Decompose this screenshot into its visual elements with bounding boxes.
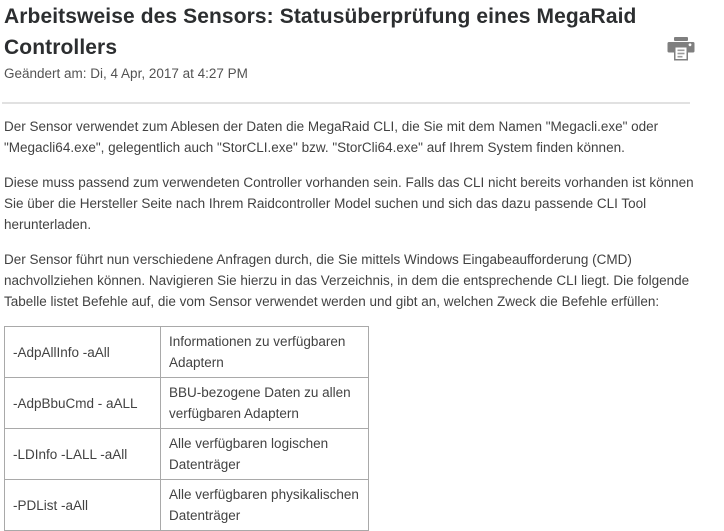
page-title: Arbeitsweise des Sensors: Statusüberprüfung eines MegaRaid Controllers [4, 5, 637, 59]
command-cell: -LDInfo -LALL -aAll [5, 429, 161, 480]
modified-date: Geändert am: Di, 4 Apr, 2017 at 4:27 PM [4, 66, 248, 81]
command-cell: -AdpAllInfo -aAll [5, 327, 161, 378]
paragraph-1: Der Sensor verwendet zum Ablesen der Daten die MegaRaid CLI, die Sie mit dem Namen "Megacli.exe" oder "Megacli64.exe", gelegentlich auch "StorCLI.exe" bzw. "StorCli64.exe" auf Ihrem System finden können. [4, 119, 659, 155]
command-cell: -PDList -aAll [5, 480, 161, 531]
paragraph-2: Diese muss passend zum verwendeten Controller vorhanden sein. Falls das CLI nicht bereits vorhanden ist können Sie über die Hersteller Seite nach Ihrem Raidcontroller Model suchen und sich das dazu passende CLI Tool herunterladen. [4, 175, 694, 232]
header-divider [2, 102, 690, 104]
paragraph-3: Der Sensor führt nun verschiedene Anfragen durch, die Sie mittels Windows Eingabeaufforderung (CMD) nachvollziehen können. Navigieren Sie hierzu in das Verzeichnis, in dem die entsprechende CLI liegt. Die folgende Tabelle listet Befehle auf, die vom Sensor verwendet werden und gibt an, welchen Zweck die Befehle erfüllen: [4, 252, 690, 309]
article-body [4, 116, 724, 531]
description-cell: Alle verfügbaren physikalischen Datenträger [161, 480, 369, 531]
description-cell: Informationen zu verfügbaren Adaptern [161, 327, 369, 378]
description-cell: Alle verfügbaren logischen Datenträger [161, 429, 369, 480]
printer-icon [667, 37, 695, 61]
table-row [5, 327, 369, 378]
print-button[interactable] [666, 37, 696, 63]
description-cell: BBU-bezogene Daten zu allen verfügbaren Adaptern [161, 378, 369, 429]
table-row [5, 378, 369, 429]
commands-table [4, 326, 369, 531]
table-row [5, 429, 369, 480]
command-cell: -AdpBbuCmd - aALL [5, 378, 161, 429]
article-header [4, 0, 724, 84]
table-row [5, 480, 369, 531]
